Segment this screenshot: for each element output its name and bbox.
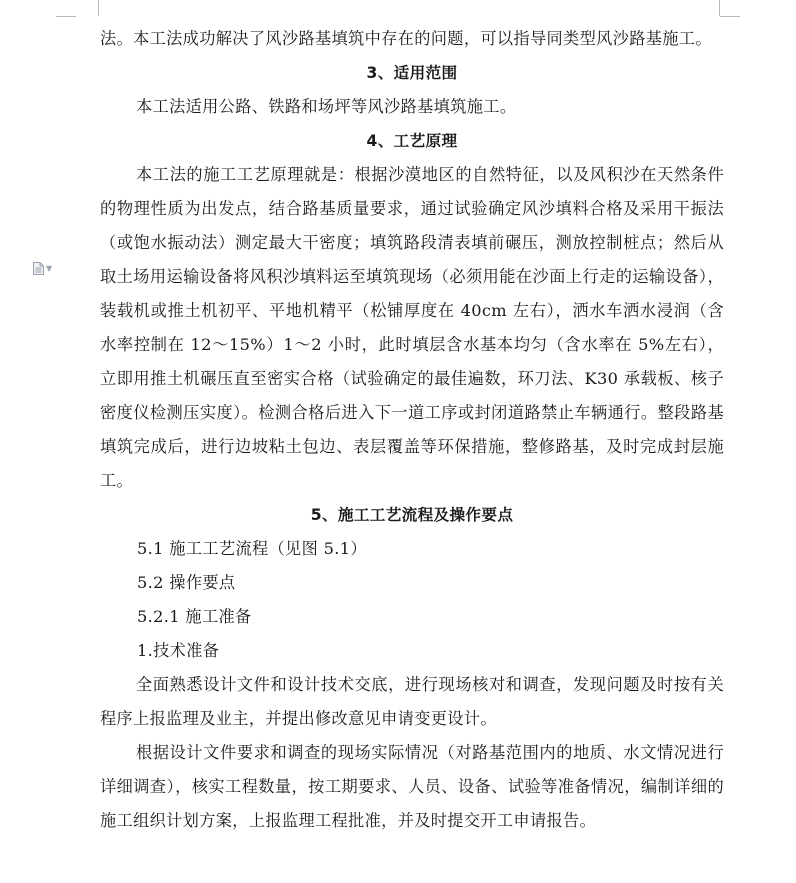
chevron-down-icon: ▼ [46, 264, 53, 273]
body-paragraph: 根据设计文件要求和调查的现场实际情况（对路基范围内的地质、水文情况进行详细调查），核实工程数量，按工期要求、人员、设备、试验等准备情况，编制详细的施工组织计划方案，上报监理工程批准，并及时提交开工申请报告。 [100, 743, 724, 830]
corner-mark-top-left [76, 0, 99, 16]
subsection-line: 5.1 施工工艺流程（见图 5.1） [137, 539, 367, 558]
subsection-line: 1.技术准备 [137, 641, 220, 660]
paragraph-options-button[interactable] [33, 262, 52, 275]
corner-mark-top-right [719, 0, 742, 16]
document-comment-icon [33, 262, 44, 275]
section-heading: 4、工艺原理 [366, 132, 458, 150]
corner-mark-top-right-h [720, 16, 740, 17]
document-body [100, 22, 724, 838]
body-paragraph: 本工法的施工工艺原理就是：根据沙漠地区的自然特征，以及风积沙在天然条件的物理性质为出发点，结合路基质量要求，通过试验确定风沙填料合格及采用干振法（或饱水振动法）测定最大干密度；填筑路段清表填前碾压，测放控制桩点；然后从取土场用运输设备将风积沙填料运至填筑现场（必须用能在沙面上行走的运输设备），装载机或推土机初平、平地机精平（松铺厚度在 40cm 左右），洒水车洒水浸润（含水率控制在 12～15%）1～2 小时，此时填层含水基本均匀（含水率在 5%左右），立即用推土机碾压直至密实合格（试验确定的最佳遍数，环刀法、K30 承载板、核子密度仪检测压实度）。检测合格后进入下一道工序或封闭道路禁止车辆通行。整段路基填筑完成后，进行边坡粘土包边、表层覆盖等环保措施，整修路基，及时完成封层施工。 [100, 165, 724, 490]
section-heading: 5、施工工艺流程及操作要点 [310, 506, 514, 524]
subsection-line: 5.2.1 施工准备 [137, 607, 252, 626]
corner-mark-top-left-h [56, 16, 76, 17]
body-paragraph: 全面熟悉设计文件和设计技术交底，进行现场核对和调查，发现问题及时按有关程序上报监理及业主，并提出修改意见申请变更设计。 [100, 675, 724, 728]
body-paragraph: 本工法适用公路、铁路和场坪等风沙路基填筑施工。 [136, 97, 517, 116]
subsection-line: 5.2 操作要点 [137, 573, 236, 592]
body-paragraph: 法。本工法成功解决了风沙路基填筑中存在的问题，可以指导同类型风沙路基施工。 [100, 29, 712, 48]
section-heading: 3、适用范围 [366, 64, 458, 82]
